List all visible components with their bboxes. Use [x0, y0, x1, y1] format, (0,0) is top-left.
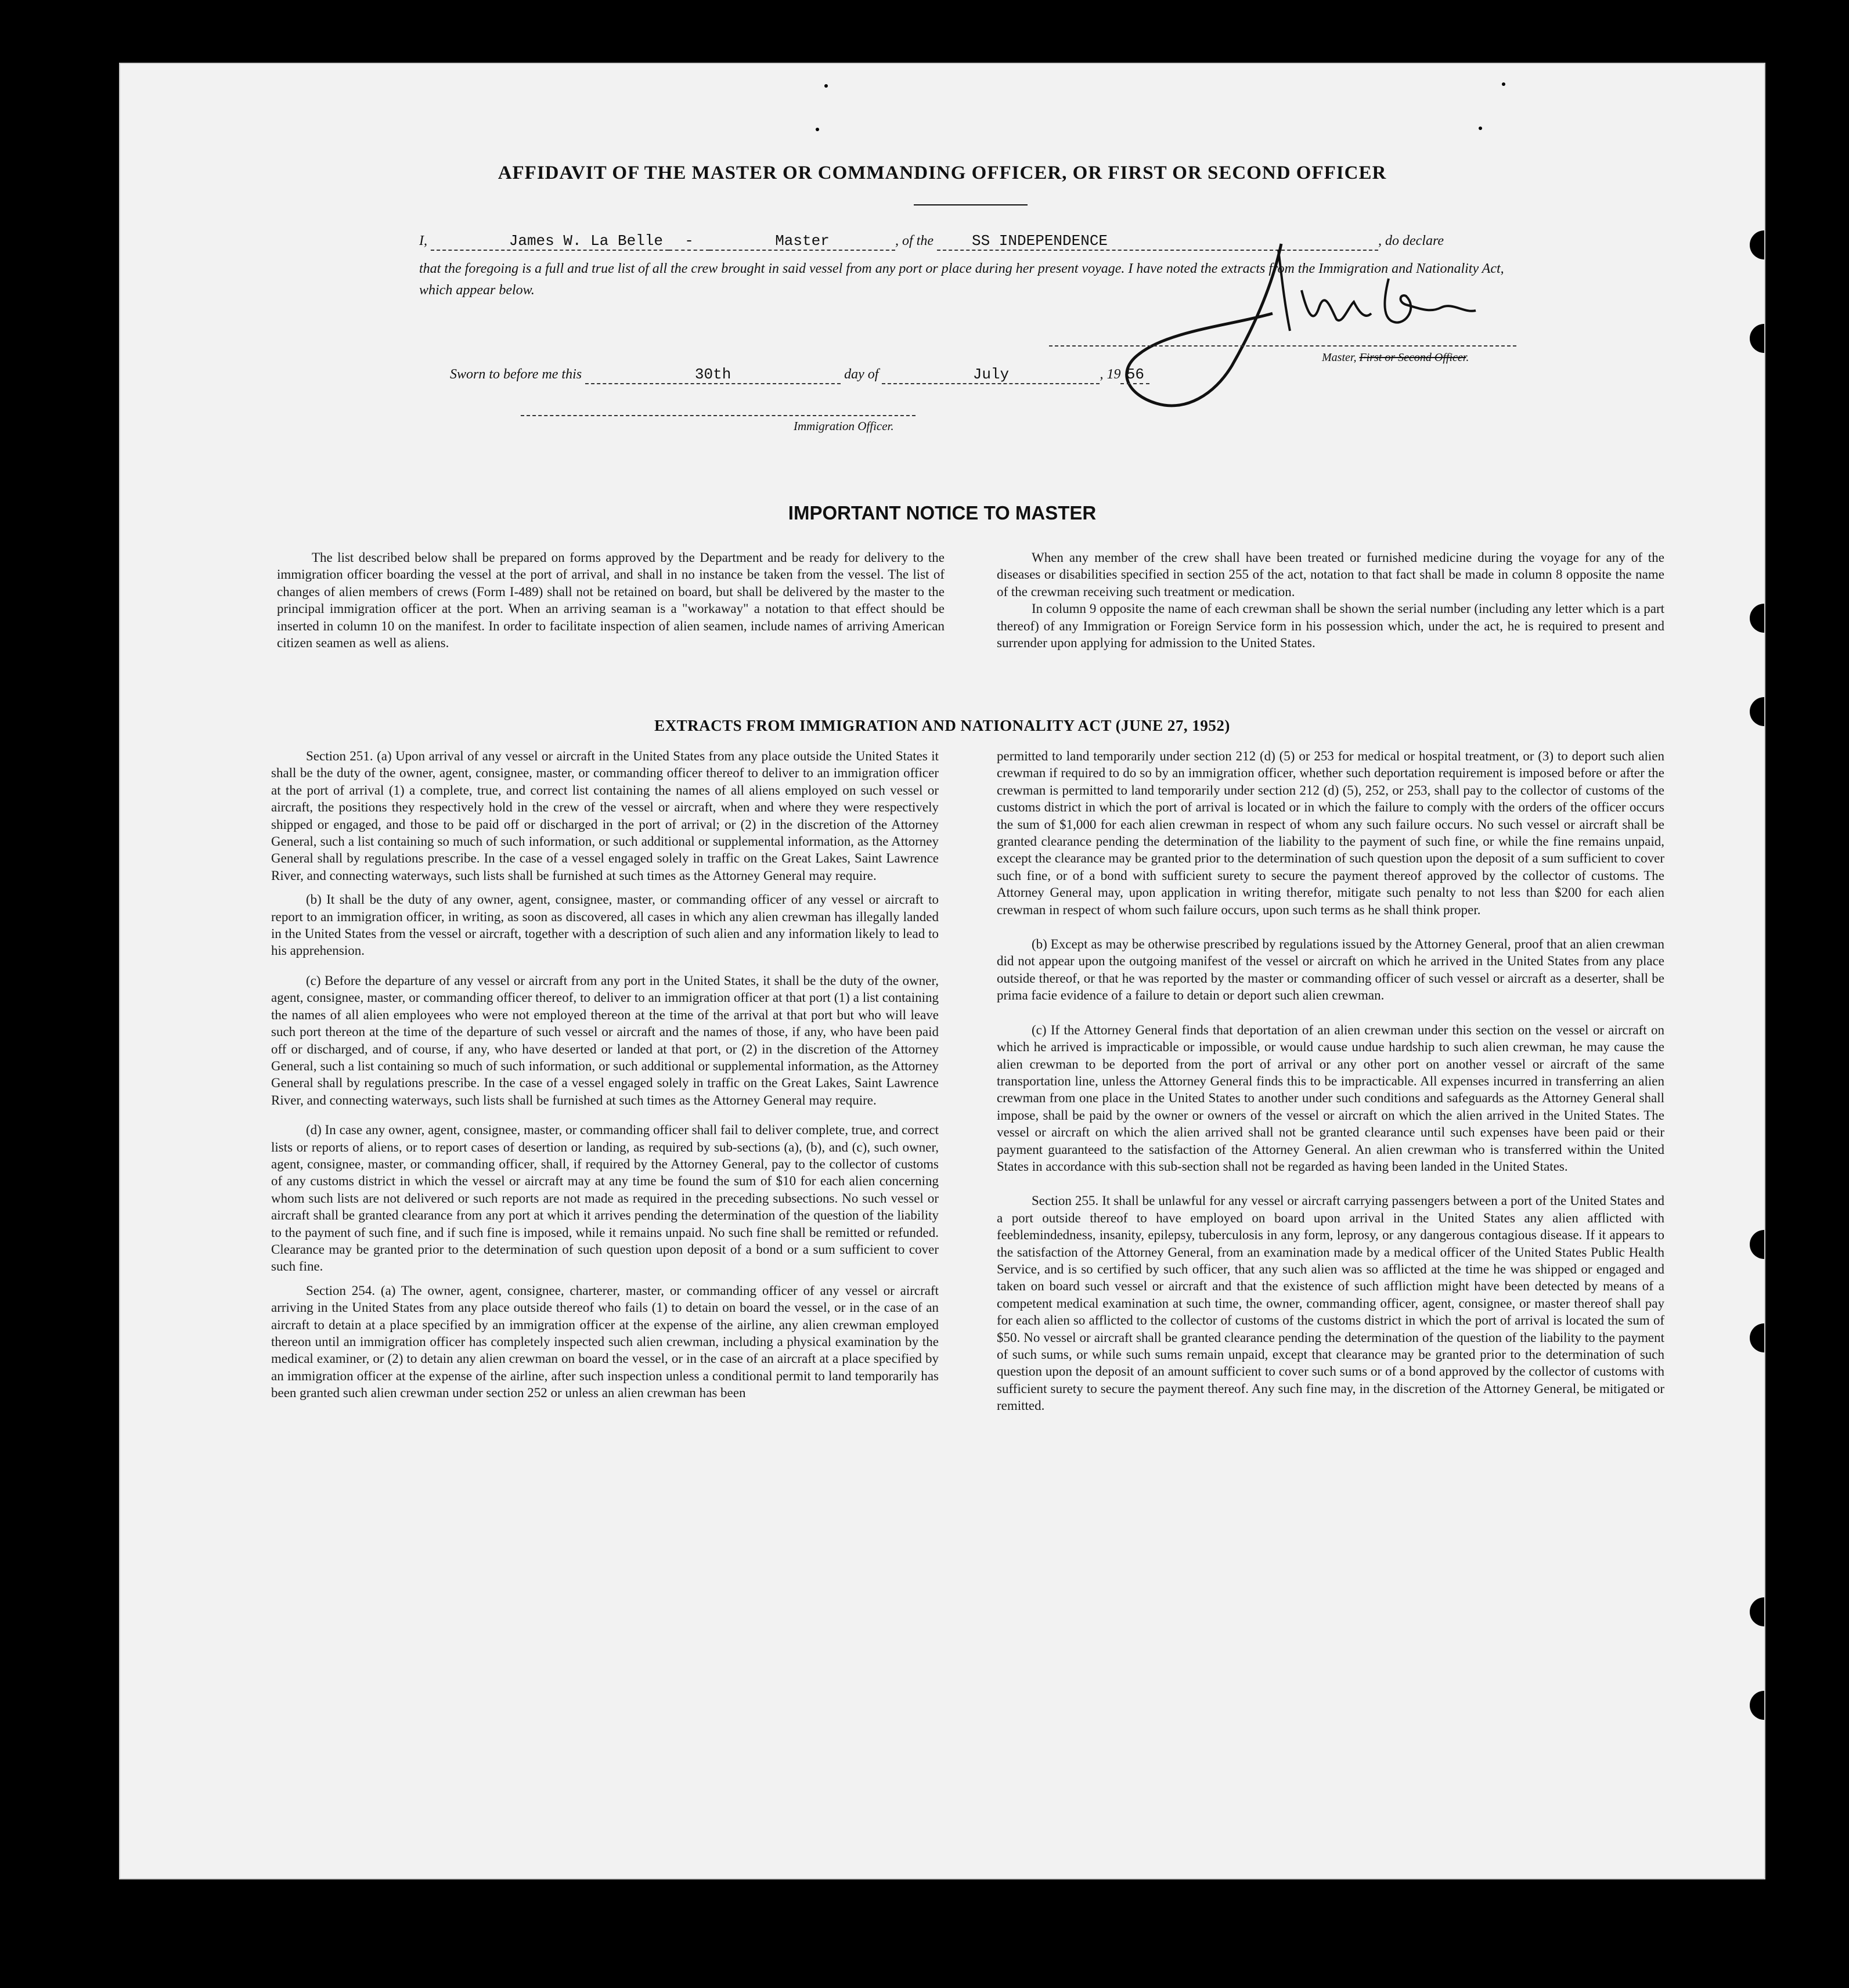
year-suffix: 56 — [1126, 366, 1145, 383]
notice-left-column — [277, 549, 945, 651]
sig-caption-suffix: . — [1466, 351, 1469, 364]
sworn-day: 30th — [694, 366, 731, 383]
section-251b: (b) It shall be the duty of any owner, agent, consignee, master, or commanding officer of any vessel or aircraft to report to an immigration officer, in writing, as soon as discovered, all cases in which any alien crewman has illegally landed in the United States from the vessel or aircraft, together with a description of such alien and any information likely to lead to his apprehension. — [271, 892, 939, 958]
immigration-officer-signature-line — [521, 415, 916, 416]
punch-hole — [1750, 230, 1765, 259]
vessel-name: SS INDEPENDENCE — [972, 232, 1108, 250]
officer-name: James W. La Belle — [509, 232, 663, 250]
sworn-month-field — [882, 366, 1100, 384]
punch-hole — [1750, 1230, 1765, 1259]
section-251a: Section 251. (a) Upon arrival of any vessel or aircraft in the United States from any place outside the United States it shall be the duty of the owner, agent, consignee, master, or commanding officer thereof to deliver to an immigration officer at the port of arrival (1) a complete, true, and correct list containing the names of all aliens employed on such vessel or aircraft, the positions they respectively hold in the crew of the vessel or aircraft, when and where they were respectively shipped or engaged, and those to be paid off or discharged in the port of arrival; or (2) in the discretion of the Attorney General, such a list containing so much of such information, or such additional or supplemental information, as the Attorney General shall by regulations prescribe. In the case of a vessel engaged solely in traffic on the Great Lakes, Saint Lawrence River, and connecting waterways, such lists shall be furnished at such times as the Attorney General may require. — [271, 749, 939, 883]
sworn-label: Sworn to before me this — [450, 367, 582, 382]
title-underline — [914, 204, 1028, 205]
scan-speck — [1479, 127, 1482, 130]
extracts-right-column — [997, 748, 1664, 1415]
scan-speck — [824, 84, 828, 88]
notice-left-paragraph: The list described below shall be prepared on forms approved by the Department and be ready for delivery to the immigration officer boarding the vessel at the port of arrival, and shall in no instance be taken from the vessel. The list of changes of alien members of crews (Form I-489) shall not be retained on board, but shall be delivered by the master to the principal immigration officer at the port. When an arriving seaman is a "workaway" a notation to that effect should be inserted in column 10 on the manifest. In order to facilitate inspection of alien seamen, include names of arriving American citizen seamen as well as aliens. — [277, 550, 945, 651]
punch-hole — [1750, 1691, 1765, 1720]
sig-caption-prefix: Master, — [1322, 351, 1360, 364]
notice-title: IMPORTANT NOTICE TO MASTER — [788, 502, 1097, 524]
rank-field — [709, 232, 895, 251]
sworn-month: July — [972, 366, 1010, 383]
signature-caption — [1322, 351, 1469, 365]
affidavit-title: AFFIDAVIT OF THE MASTER OR COMMANDING OFFICER, OR FIRST OR SECOND OFFICER — [498, 163, 1387, 183]
sworn-line — [450, 366, 1149, 384]
notice-right-paragraph-2: In column 9 opposite the name of each crewman shall be shown the serial number (including any letter which is a part thereof) of any Immigration or Foreign Service form in his possession which, under the act, he is required to present and surrender upon applying for admission to the United States. — [997, 601, 1664, 651]
section-255: Section 255. It shall be unlawful for any vessel or aircraft carrying passengers between a port of the United States and a port outside thereof to have employed on board upon arrival in the United States any alien afflicted with feeblemindedness, insanity, epilepsy, tuberculosis in any form, leprosy, or any dangerous contagious disease. If it appears to the satisfaction of the Attorney General, from an examination made by a medical officer of the United States Public Health Service, and is so certified by such officer, that any such alien was so afflicted at the time he was shipped or engaged and taken on board such vessel or aircraft and that the existence of such affliction might have been detected by means of a competent medical examination at such time, the owner, commanding officer, agent, consignee, or master thereof shall pay for each alien so afflicted to the collector of customs of the customs district in which the port of arrival is located the sum of $50. No vessel or aircraft shall be granted clearance pending the determination of the question of the liability to the payment of such sums, or while such sums remain unpaid, except that clearance may be granted prior to the determination of such question upon the deposit of an amount sufficient to cover such sums or of a bond approved by the collector of customs with sufficient surety to secure the payment thereof. Any such fine may, in the discretion of the Attorney General, be mitigated or remitted. — [997, 1193, 1664, 1413]
sworn-day-field — [585, 366, 841, 384]
immigration-officer-caption: Immigration Officer. — [794, 419, 894, 433]
officer-name-field — [431, 232, 669, 251]
section-254c: (c) If the Attorney General finds that deportation of an alien crewman under this section on the vessel or aircraft on which he arrived is impracticable or impossible, or would cause undue hardship to such alien crewman, he may cause the alien crewman to be deported from the port of arrival or any other port on another vessel or aircraft of the same transportation line, unless the Attorney General finds this to be impracticable. All expenses incurred in transferring an alien crewman from one place in the United States to another under such conditions and safeguards as the Attorney General shall impose, shall be paid by the owner or owners of the vessel or aircraft on which the alien arrived in the United States. The vessel or aircraft on which the alien arrived shall not be granted clearance until such expenses have been paid or their payment guaranteed to the satisfaction of the Attorney General. An alien crewman who is transferred within the United States in accordance with this sub-section shall not be regarded as having been landed in the United States. — [997, 1022, 1664, 1174]
extracts-left-column — [271, 748, 939, 1402]
extracts-title: EXTRACTS FROM IMMIGRATION AND NATIONALITY ACT (JUNE 27, 1952) — [654, 717, 1230, 734]
section-251c: (c) Before the departure of any vessel or aircraft from any port in the United States, it shall be the duty of the owner, agent, consignee, master, or commanding officer thereof, to deliver to an immigration officer at that port (1) a list containing the names of all alien employees who were not employed thereon at the time of the arrival at that port but who will leave such port thereon at the time of the departure of such vessel or aircraft and the names of those, if any, who have been paid off or discharged, and of course, if any, who have deserted or landed at that port, or (2) in the discretion of the Attorney General, such a list containing so much of such information, or such additional or supplemental information, as the Attorney General shall by regulations prescribe. In the case of a vessel engaged solely in traffic on the Great Lakes, Saint Lawrence River, and connecting waterways, such lists shall be furnished at such times as the Attorney General may require. — [271, 973, 939, 1107]
punch-hole — [1750, 1597, 1765, 1626]
punch-hole — [1750, 1323, 1765, 1352]
notice-right-paragraph-1: When any member of the crew shall have been treated or furnished medicine during the voyage for any of the diseases or disabilities specified in section 255 of the act, notation to that fact shall be made in column 8 opposite the name of the crewman receiving such treatment or medication. — [997, 550, 1664, 599]
decl-prefix: I, — [419, 233, 427, 248]
section-254a-continued: permitted to land temporarily under section 212 (d) (5) or 253 for medical or hospital treatment, or (3) to deport such alien crewman if required to do so by an immigration officer, whether such deportation requirement is imposed before or after the crewman is permitted to land temporarily under section 212 (d) (5), 252, or 253, shall pay to the collector of customs of the customs district in which the port of arrival is located or in which the failure to comply with the orders of the officer occurs the sum of $1,000 for each alien crewman in respect of whom any such failure occurs. No such vessel or aircraft shall be granted clearance pending the determination of the liability to the payment of such fine, or while the fine remains unpaid, except the clearance may be granted prior to the determination of such question upon the deposit of a sum sufficient to cover such fine, or of a bond with sufficient surety to secure the payment thereof approved by the collector of customs. The Attorney General may, upon application in writing therefor, mitigate such penalty to not less than $200 for each alien crewman in respect of whom such failure occurs, upon such terms as he shall think proper. — [997, 749, 1664, 917]
punch-hole — [1750, 604, 1765, 633]
document-page — [119, 63, 1765, 1879]
year-prefix: , 19 — [1100, 367, 1121, 382]
rank: Master — [775, 232, 830, 250]
dash-field — [669, 232, 709, 251]
of-the-label: , of the — [895, 233, 933, 248]
notice-right-column — [997, 549, 1664, 651]
section-251d: (d) In case any owner, agent, consignee, master, or commanding officer shall fail to deliver complete, true, and correct lists or reports of aliens, or to report cases of desertion or landing, as required by sub-sections (a), (b), and (c), such owner, agent, consignee, master, or commanding officer, shall, if required by the Attorney General, pay to the collector of customs of any customs district in which the vessel or aircraft may at any time be found the sum of $10 for each alien concerning whom such lists are not delivered or such reports are not made as required in the preceding subsections. No such vessel or aircraft shall be granted clearance from any port at which it arrives pending the determination of the question of the liability to the payment of such fine, and if such fine is imposed, while it remains unpaid. No such fine shall be remitted or refunded. Clearance may be granted prior to the determination of such question upon deposit of a bond or a sum sufficient to cover such fine. — [271, 1123, 939, 1274]
punch-hole — [1750, 324, 1765, 353]
handwritten-signature — [1081, 238, 1487, 435]
year-field — [1120, 366, 1149, 384]
do-declare-label: , do declare — [1378, 233, 1444, 248]
day-of-label: day of — [844, 367, 879, 382]
declaration-text: that the foregoing is a full and true list of all the crew brought in said vessel from any port or place during her present voyage. I have noted the extracts from the Immigration and Nationality Act, which appear below. — [419, 261, 1504, 298]
dash: - — [684, 232, 694, 250]
section-254b: (b) Except as may be otherwise prescribed by regulations issued by the Attorney General, proof that an alien crewman did not appear upon the outgoing manifest of the vessel or aircraft on which he arrived in the United States from any place outside thereof, or that he was reported by the master or commanding officer of such vessel or aircraft as a deserter, shall be prima facie evidence of a failure to detain or deport such alien crewman. — [997, 937, 1664, 1003]
sig-caption-struck: First or Second Officer — [1359, 351, 1466, 364]
scan-speck — [816, 128, 819, 131]
section-254a: Section 254. (a) The owner, agent, consignee, charterer, master, or commanding officer of any vessel or aircraft arriving in the United States from any place outside thereof who fails (1) to detain on board the vessel, or in the case of an aircraft to detain at a place specified by an immigration officer at the expense of the airline, any alien crewman employed thereon until an immigration officer has completely inspected such alien crewman, including a physical examination by the medical examiner, or (2) to detain any alien crewman on board the vessel, or in the case of an aircraft at a place specified by an immigration officer at the expense of the airline, after such inspection unless a conditional permit to land temporarily has been granted such alien crewman under section 252 or unless an alien crewman has been — [271, 1283, 939, 1401]
master-signature-line — [1049, 345, 1516, 347]
scan-speck — [1502, 82, 1505, 86]
